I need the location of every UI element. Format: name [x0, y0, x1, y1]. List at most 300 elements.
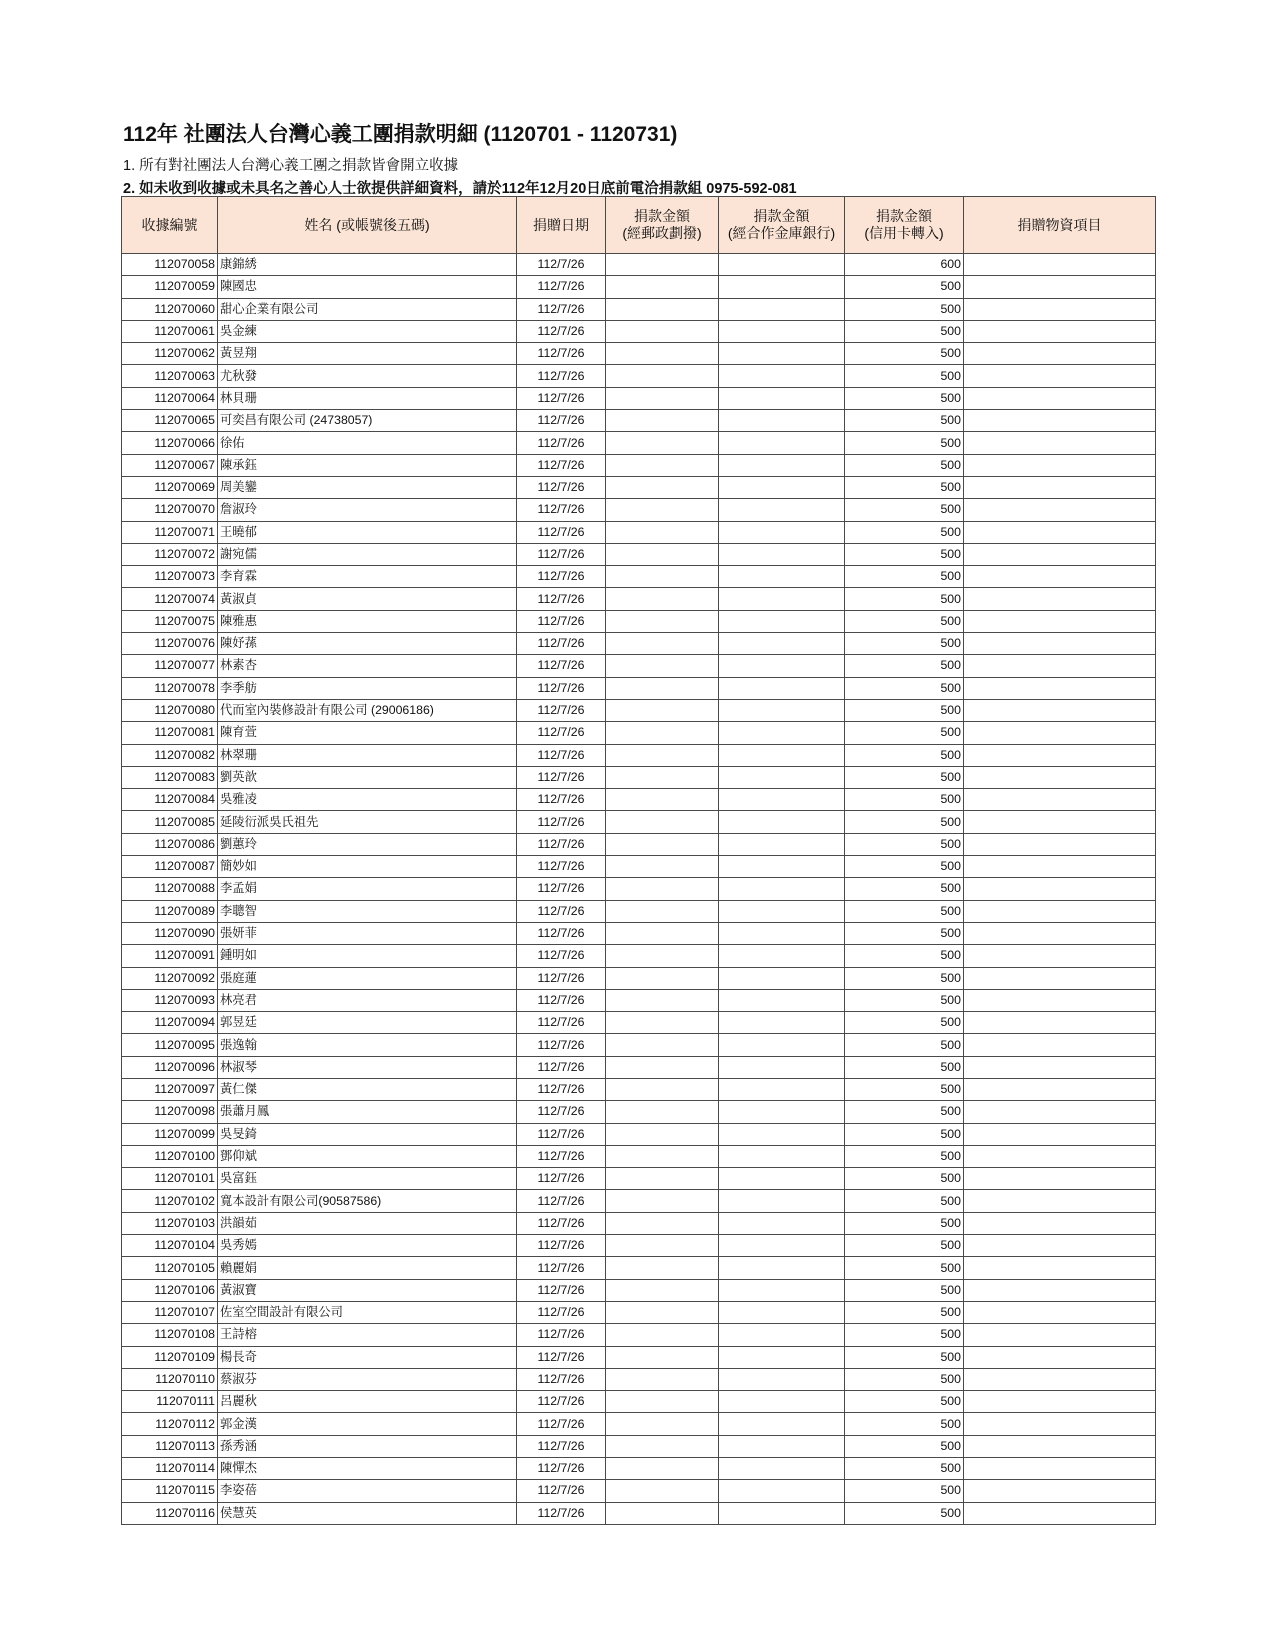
- cell-amount-bank: [719, 254, 845, 276]
- cell-name: 甜心企業有限公司: [218, 298, 517, 320]
- cell-amount-card: 500: [845, 1480, 964, 1502]
- cell-amount-postal: [606, 1101, 719, 1123]
- table-body: [122, 254, 1156, 1525]
- cell-receipt-no: 112070083: [122, 766, 218, 788]
- cell-receipt-no: 112070106: [122, 1279, 218, 1301]
- cell-name: 康錦綉: [218, 254, 517, 276]
- cell-receipt-no: 112070067: [122, 454, 218, 476]
- cell-goods: [964, 1145, 1156, 1167]
- cell-receipt-no: 112070072: [122, 543, 218, 565]
- cell-amount-postal: [606, 677, 719, 699]
- cell-receipt-no: 112070078: [122, 677, 218, 699]
- cell-amount-postal: [606, 610, 719, 632]
- cell-receipt-no: 112070066: [122, 432, 218, 454]
- cell-name: 李聰智: [218, 900, 517, 922]
- table-row: [122, 633, 1156, 655]
- cell-amount-bank: [719, 811, 845, 833]
- cell-date: 112/7/26: [517, 1123, 606, 1145]
- cell-receipt-no: 112070102: [122, 1190, 218, 1212]
- cell-amount-card: 500: [845, 1324, 964, 1346]
- table-row: [122, 610, 1156, 632]
- table-row: [122, 1056, 1156, 1078]
- cell-date: 112/7/26: [517, 1101, 606, 1123]
- table-row: [122, 521, 1156, 543]
- cell-amount-card: 500: [845, 1190, 964, 1212]
- cell-name: 李孟娟: [218, 878, 517, 900]
- cell-amount-bank: [719, 766, 845, 788]
- cell-amount-postal: [606, 1078, 719, 1100]
- cell-amount-postal: [606, 699, 719, 721]
- table-row: [122, 766, 1156, 788]
- table-row: [122, 1480, 1156, 1502]
- cell-name: 王詩榕: [218, 1324, 517, 1346]
- cell-date: 112/7/26: [517, 766, 606, 788]
- cell-name: 謝宛儒: [218, 543, 517, 565]
- cell-amount-card: 500: [845, 677, 964, 699]
- cell-amount-card: 500: [845, 610, 964, 632]
- cell-name: 鍾明如: [218, 945, 517, 967]
- cell-goods: [964, 410, 1156, 432]
- cell-amount-bank: [719, 744, 845, 766]
- cell-date: 112/7/26: [517, 543, 606, 565]
- cell-date: 112/7/26: [517, 856, 606, 878]
- cell-name: 寬本設計有限公司(90587586): [218, 1190, 517, 1212]
- cell-name: 張逸翰: [218, 1034, 517, 1056]
- cell-amount-bank: [719, 878, 845, 900]
- cell-amount-bank: [719, 499, 845, 521]
- cell-amount-postal: [606, 1257, 719, 1279]
- cell-amount-card: 500: [845, 833, 964, 855]
- cell-date: 112/7/26: [517, 1480, 606, 1502]
- cell-date: 112/7/26: [517, 677, 606, 699]
- cell-amount-card: 500: [845, 298, 964, 320]
- cell-amount-card: 500: [845, 1502, 964, 1524]
- cell-name: 佐室空間設計有限公司: [218, 1301, 517, 1323]
- cell-amount-card: 500: [845, 1279, 964, 1301]
- cell-date: 112/7/26: [517, 1235, 606, 1257]
- cell-date: 112/7/26: [517, 1056, 606, 1078]
- donation-table: [121, 196, 1156, 1525]
- table-row: [122, 1123, 1156, 1145]
- cell-amount-bank: [719, 387, 845, 409]
- cell-receipt-no: 112070058: [122, 254, 218, 276]
- cell-amount-postal: [606, 833, 719, 855]
- cell-goods: [964, 1324, 1156, 1346]
- cell-receipt-no: 112070071: [122, 521, 218, 543]
- cell-amount-card: 500: [845, 633, 964, 655]
- cell-amount-bank: [719, 1056, 845, 1078]
- cell-amount-postal: [606, 922, 719, 944]
- cell-goods: [964, 1235, 1156, 1257]
- cell-name: 徐佑: [218, 432, 517, 454]
- cell-amount-bank: [719, 454, 845, 476]
- cell-amount-postal: [606, 588, 719, 610]
- table-row: [122, 566, 1156, 588]
- cell-name: 林素杏: [218, 655, 517, 677]
- cell-goods: [964, 1435, 1156, 1457]
- cell-receipt-no: 112070113: [122, 1435, 218, 1457]
- cell-amount-postal: [606, 766, 719, 788]
- cell-amount-postal: [606, 254, 719, 276]
- cell-goods: [964, 1168, 1156, 1190]
- cell-receipt-no: 112070092: [122, 967, 218, 989]
- cell-amount-postal: [606, 343, 719, 365]
- cell-amount-card: 500: [845, 967, 964, 989]
- cell-name: 延陵衍派吳氏祖先: [218, 811, 517, 833]
- cell-amount-bank: [719, 1168, 845, 1190]
- table-row: [122, 655, 1156, 677]
- cell-amount-card: 500: [845, 320, 964, 342]
- cell-amount-postal: [606, 1034, 719, 1056]
- cell-goods: [964, 476, 1156, 498]
- table-row: [122, 922, 1156, 944]
- cell-goods: [964, 454, 1156, 476]
- cell-name: 黃仁傑: [218, 1078, 517, 1100]
- cell-name: 劉英歆: [218, 766, 517, 788]
- cell-amount-bank: [719, 1034, 845, 1056]
- table-row: [122, 1413, 1156, 1435]
- cell-amount-postal: [606, 521, 719, 543]
- table-row: [122, 989, 1156, 1011]
- header-goods: 捐贈物資項目: [964, 197, 1156, 254]
- cell-amount-card: 500: [845, 365, 964, 387]
- cell-goods: [964, 945, 1156, 967]
- cell-name: 張妍菲: [218, 922, 517, 944]
- cell-amount-card: 500: [845, 722, 964, 744]
- cell-date: 112/7/26: [517, 1279, 606, 1301]
- cell-amount-postal: [606, 1235, 719, 1257]
- cell-date: 112/7/26: [517, 1391, 606, 1413]
- cell-goods: [964, 521, 1156, 543]
- cell-amount-bank: [719, 945, 845, 967]
- cell-amount-bank: [719, 1212, 845, 1234]
- cell-amount-card: 500: [845, 432, 964, 454]
- cell-amount-card: 500: [845, 945, 964, 967]
- cell-amount-postal: [606, 1145, 719, 1167]
- cell-goods: [964, 387, 1156, 409]
- cell-goods: [964, 1279, 1156, 1301]
- cell-goods: [964, 722, 1156, 744]
- cell-name: 郭昱廷: [218, 1012, 517, 1034]
- cell-amount-card: 500: [845, 521, 964, 543]
- cell-name: 陳妤蓀: [218, 633, 517, 655]
- cell-receipt-no: 112070108: [122, 1324, 218, 1346]
- cell-amount-card: 500: [845, 1168, 964, 1190]
- cell-amount-bank: [719, 521, 845, 543]
- cell-name: 簡妙如: [218, 856, 517, 878]
- cell-date: 112/7/26: [517, 945, 606, 967]
- cell-receipt-no: 112070087: [122, 856, 218, 878]
- header-amount-postal: 捐款金額 (經郵政劃撥): [606, 197, 719, 254]
- cell-name: 張庭蓮: [218, 967, 517, 989]
- cell-receipt-no: 112070103: [122, 1212, 218, 1234]
- cell-amount-card: 500: [845, 1056, 964, 1078]
- cell-amount-card: 600: [845, 254, 964, 276]
- cell-goods: [964, 1056, 1156, 1078]
- cell-amount-card: 500: [845, 1123, 964, 1145]
- cell-goods: [964, 276, 1156, 298]
- cell-receipt-no: 112070059: [122, 276, 218, 298]
- cell-date: 112/7/26: [517, 1145, 606, 1167]
- cell-amount-postal: [606, 811, 719, 833]
- cell-amount-bank: [719, 320, 845, 342]
- cell-amount-bank: [719, 432, 845, 454]
- cell-receipt-no: 112070060: [122, 298, 218, 320]
- cell-name: 林淑琴: [218, 1056, 517, 1078]
- header-amount-card: 捐款金額 (信用卡轉入): [845, 197, 964, 254]
- cell-date: 112/7/26: [517, 566, 606, 588]
- cell-name: 黃淑寶: [218, 1279, 517, 1301]
- table-row: [122, 878, 1156, 900]
- cell-date: 112/7/26: [517, 254, 606, 276]
- cell-goods: [964, 900, 1156, 922]
- cell-date: 112/7/26: [517, 833, 606, 855]
- cell-receipt-no: 112070104: [122, 1235, 218, 1257]
- table-row: [122, 320, 1156, 342]
- table-row: [122, 476, 1156, 498]
- cell-amount-postal: [606, 298, 719, 320]
- cell-amount-bank: [719, 677, 845, 699]
- cell-date: 112/7/26: [517, 454, 606, 476]
- cell-name: 劉蕙玲: [218, 833, 517, 855]
- cell-goods: [964, 499, 1156, 521]
- table-row: [122, 722, 1156, 744]
- cell-amount-card: 500: [845, 811, 964, 833]
- cell-goods: [964, 856, 1156, 878]
- cell-amount-bank: [719, 1324, 845, 1346]
- table-row: [122, 900, 1156, 922]
- cell-date: 112/7/26: [517, 610, 606, 632]
- cell-receipt-no: 112070081: [122, 722, 218, 744]
- cell-amount-bank: [719, 1145, 845, 1167]
- cell-receipt-no: 112070089: [122, 900, 218, 922]
- cell-date: 112/7/26: [517, 967, 606, 989]
- cell-goods: [964, 320, 1156, 342]
- table-row: [122, 365, 1156, 387]
- cell-name: 可奕昌有限公司 (24738057): [218, 410, 517, 432]
- cell-amount-postal: [606, 1123, 719, 1145]
- page-title: 112年 社團法人台灣心義工團捐款明細 (1120701 - 1120731): [123, 123, 678, 146]
- cell-date: 112/7/26: [517, 1301, 606, 1323]
- table-header-row: [122, 197, 1156, 254]
- cell-receipt-no: 112070064: [122, 387, 218, 409]
- cell-name: 呂麗秋: [218, 1391, 517, 1413]
- cell-amount-postal: [606, 655, 719, 677]
- table-row: [122, 1078, 1156, 1100]
- cell-amount-postal: [606, 1480, 719, 1502]
- cell-receipt-no: 112070099: [122, 1123, 218, 1145]
- cell-goods: [964, 365, 1156, 387]
- donation-table-container: [121, 196, 1156, 1525]
- cell-amount-card: 500: [845, 1435, 964, 1457]
- cell-date: 112/7/26: [517, 1257, 606, 1279]
- header-name: 姓名 (或帳號後五碼): [218, 197, 517, 254]
- cell-amount-card: 500: [845, 454, 964, 476]
- cell-date: 112/7/26: [517, 1012, 606, 1034]
- cell-name: 吳雅凌: [218, 789, 517, 811]
- cell-amount-bank: [719, 1435, 845, 1457]
- table-row: [122, 1257, 1156, 1279]
- cell-amount-postal: [606, 1056, 719, 1078]
- cell-date: 112/7/26: [517, 878, 606, 900]
- cell-receipt-no: 112070065: [122, 410, 218, 432]
- table-header: [122, 197, 1156, 254]
- cell-receipt-no: 112070063: [122, 365, 218, 387]
- cell-name: 郭金漢: [218, 1413, 517, 1435]
- cell-receipt-no: 112070075: [122, 610, 218, 632]
- cell-amount-postal: [606, 856, 719, 878]
- cell-amount-postal: [606, 1301, 719, 1323]
- table-row: [122, 1502, 1156, 1524]
- cell-amount-postal: [606, 320, 719, 342]
- cell-receipt-no: 112070094: [122, 1012, 218, 1034]
- cell-amount-postal: [606, 1435, 719, 1457]
- cell-name: 鄧仰斌: [218, 1145, 517, 1167]
- cell-amount-bank: [719, 476, 845, 498]
- cell-goods: [964, 432, 1156, 454]
- cell-name: 蔡淑芬: [218, 1368, 517, 1390]
- cell-amount-card: 500: [845, 588, 964, 610]
- cell-amount-bank: [719, 1101, 845, 1123]
- cell-amount-card: 500: [845, 1212, 964, 1234]
- table-row: [122, 343, 1156, 365]
- table-row: [122, 276, 1156, 298]
- table-row: [122, 1324, 1156, 1346]
- cell-date: 112/7/26: [517, 499, 606, 521]
- cell-date: 112/7/26: [517, 699, 606, 721]
- cell-amount-bank: [719, 298, 845, 320]
- cell-date: 112/7/26: [517, 387, 606, 409]
- cell-receipt-no: 112070062: [122, 343, 218, 365]
- cell-amount-bank: [719, 1368, 845, 1390]
- cell-name: 洪韻茹: [218, 1212, 517, 1234]
- cell-goods: [964, 566, 1156, 588]
- cell-amount-bank: [719, 900, 845, 922]
- cell-amount-card: 500: [845, 1368, 964, 1390]
- cell-amount-postal: [606, 276, 719, 298]
- table-row: [122, 699, 1156, 721]
- cell-receipt-no: 112070086: [122, 833, 218, 855]
- cell-amount-postal: [606, 1168, 719, 1190]
- cell-amount-card: 500: [845, 410, 964, 432]
- cell-amount-bank: [719, 922, 845, 944]
- cell-goods: [964, 1391, 1156, 1413]
- cell-receipt-no: 112070096: [122, 1056, 218, 1078]
- cell-goods: [964, 677, 1156, 699]
- table-row: [122, 1190, 1156, 1212]
- cell-name: 吳金練: [218, 320, 517, 342]
- cell-amount-postal: [606, 900, 719, 922]
- cell-goods: [964, 1034, 1156, 1056]
- cell-amount-postal: [606, 1324, 719, 1346]
- cell-name: 陳雅惠: [218, 610, 517, 632]
- cell-goods: [964, 699, 1156, 721]
- cell-receipt-no: 112070100: [122, 1145, 218, 1167]
- cell-date: 112/7/26: [517, 432, 606, 454]
- cell-goods: [964, 922, 1156, 944]
- cell-receipt-no: 112070111: [122, 1391, 218, 1413]
- cell-goods: [964, 1413, 1156, 1435]
- cell-goods: [964, 1480, 1156, 1502]
- table-row: [122, 1212, 1156, 1234]
- cell-amount-card: 500: [845, 699, 964, 721]
- cell-date: 112/7/26: [517, 365, 606, 387]
- cell-name: 陳憚杰: [218, 1458, 517, 1480]
- cell-amount-bank: [719, 1235, 845, 1257]
- cell-amount-card: 500: [845, 1257, 964, 1279]
- cell-amount-card: 500: [845, 499, 964, 521]
- cell-name: 林貝珊: [218, 387, 517, 409]
- cell-name: 李育霖: [218, 566, 517, 588]
- note-contact: 2. 如未收到收據或未具名之善心人士欲提供詳細資料，請於112年12月20日底前電洽捐款組 0975-592-081: [123, 181, 797, 197]
- cell-amount-postal: [606, 967, 719, 989]
- table-row: [122, 387, 1156, 409]
- cell-name: 李姿蓓: [218, 1480, 517, 1502]
- cell-receipt-no: 112070115: [122, 1480, 218, 1502]
- cell-goods: [964, 1458, 1156, 1480]
- cell-amount-bank: [719, 1413, 845, 1435]
- cell-amount-card: 500: [845, 1458, 964, 1480]
- table-row: [122, 1458, 1156, 1480]
- cell-amount-card: 500: [845, 1346, 964, 1368]
- cell-goods: [964, 967, 1156, 989]
- cell-amount-bank: [719, 343, 845, 365]
- cell-amount-postal: [606, 1413, 719, 1435]
- cell-date: 112/7/26: [517, 1168, 606, 1190]
- cell-amount-postal: [606, 789, 719, 811]
- cell-amount-postal: [606, 1368, 719, 1390]
- cell-amount-card: 500: [845, 789, 964, 811]
- table-row: [122, 744, 1156, 766]
- cell-name: 侯慧英: [218, 1502, 517, 1524]
- cell-amount-bank: [719, 1279, 845, 1301]
- cell-amount-card: 500: [845, 744, 964, 766]
- cell-amount-postal: [606, 989, 719, 1011]
- cell-goods: [964, 1123, 1156, 1145]
- cell-amount-bank: [719, 365, 845, 387]
- cell-receipt-no: 112070090: [122, 922, 218, 944]
- cell-amount-bank: [719, 543, 845, 565]
- cell-amount-card: 500: [845, 1413, 964, 1435]
- cell-receipt-no: 112070114: [122, 1458, 218, 1480]
- cell-amount-bank: [719, 633, 845, 655]
- cell-goods: [964, 588, 1156, 610]
- cell-goods: [964, 543, 1156, 565]
- cell-receipt-no: 112070088: [122, 878, 218, 900]
- cell-amount-bank: [719, 610, 845, 632]
- table-row: [122, 254, 1156, 276]
- cell-amount-bank: [719, 1480, 845, 1502]
- cell-amount-card: 500: [845, 1012, 964, 1034]
- table-row: [122, 1279, 1156, 1301]
- cell-amount-bank: [719, 722, 845, 744]
- cell-name: 楊長奇: [218, 1346, 517, 1368]
- table-row: [122, 588, 1156, 610]
- cell-amount-postal: [606, 365, 719, 387]
- cell-name: 周美鑾: [218, 476, 517, 498]
- cell-receipt-no: 112070101: [122, 1168, 218, 1190]
- cell-name: 代而室內裝修設計有限公司 (29006186): [218, 699, 517, 721]
- cell-name: 林翠珊: [218, 744, 517, 766]
- table-row: [122, 811, 1156, 833]
- cell-amount-bank: [719, 1502, 845, 1524]
- table-row: [122, 1301, 1156, 1323]
- cell-goods: [964, 655, 1156, 677]
- cell-date: 112/7/26: [517, 1346, 606, 1368]
- cell-date: 112/7/26: [517, 1368, 606, 1390]
- cell-name: 詹淑玲: [218, 499, 517, 521]
- cell-goods: [964, 1368, 1156, 1390]
